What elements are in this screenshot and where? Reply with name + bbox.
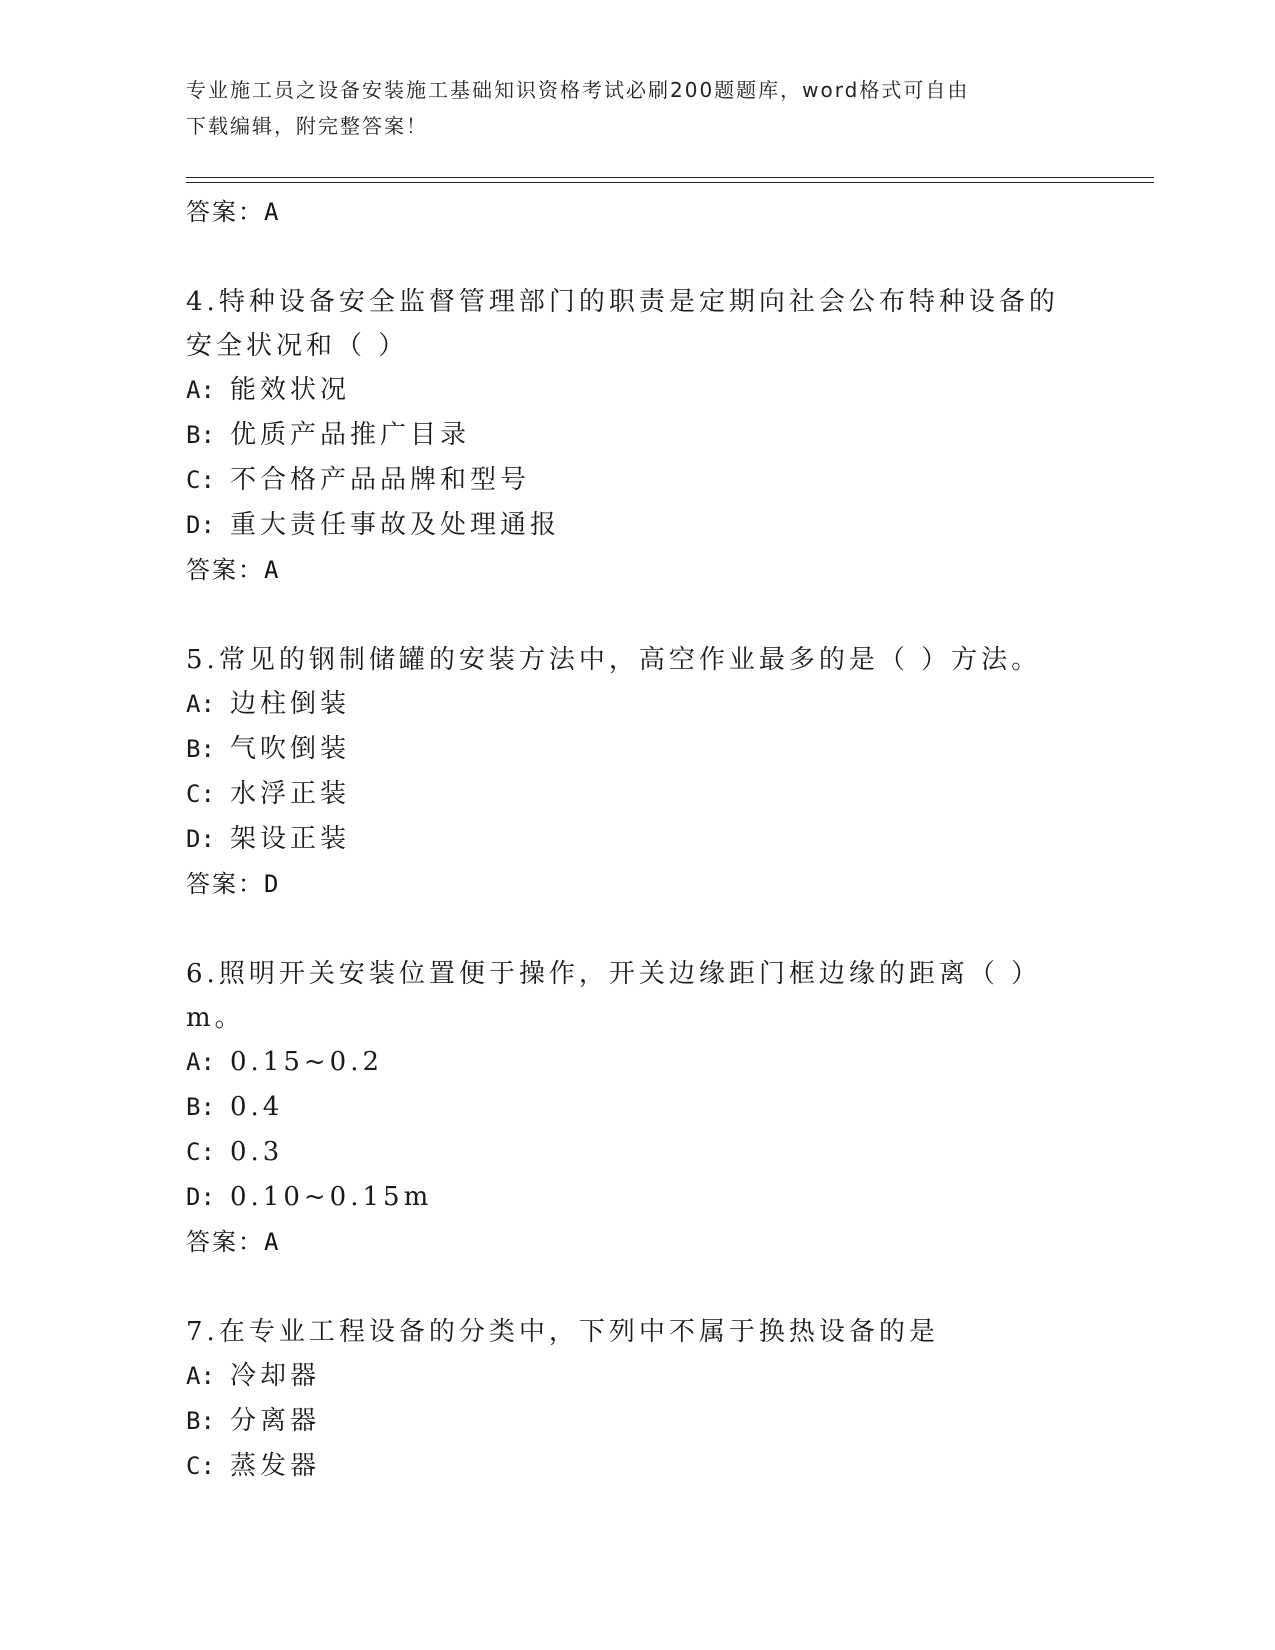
option-text: 0.3 <box>230 1137 284 1167</box>
option-key: A: <box>186 690 215 718</box>
option-d <box>186 503 1154 548</box>
option-a <box>186 1040 1154 1085</box>
option-c <box>186 458 1154 503</box>
answer-value: D <box>264 870 279 898</box>
answer-label: 答案： <box>186 198 264 226</box>
option-text: 水浮正装 <box>230 779 351 809</box>
option-text: 分离器 <box>230 1406 321 1436</box>
question-number: 7. <box>186 1317 219 1347</box>
answer-label: 答案： <box>186 870 264 898</box>
option-d <box>186 817 1154 862</box>
question-text <box>186 280 1066 368</box>
header-line-2: 下载编辑，附完整答案！ <box>186 114 428 138</box>
question-list <box>186 190 1154 1489</box>
option-b <box>186 1085 1154 1130</box>
option-key: B: <box>186 1093 215 1121</box>
option-text: 0.10~0.15m <box>230 1182 433 1212</box>
question-body: 特种设备安全监督管理部门的职责是定期向社会公布特种设备的安全状况和（ ） <box>186 287 1059 361</box>
question-number: 6. <box>186 959 219 989</box>
answer-line <box>186 190 1154 234</box>
question-text <box>186 952 1066 1040</box>
option-text: 不合格产品品牌和型号 <box>230 465 531 495</box>
option-d <box>186 1175 1154 1220</box>
option-text: 边柱倒装 <box>230 689 351 719</box>
question-number: 5. <box>186 645 219 675</box>
option-key: B: <box>186 1407 215 1435</box>
option-text: 优质产品推广目录 <box>230 420 471 450</box>
question-body: 照明开关安装位置便于操作，开关边缘距门框边缘的距离（ ）m。 <box>186 959 1042 1033</box>
option-key: D: <box>186 825 215 853</box>
option-text: 架设正装 <box>230 824 351 854</box>
option-key: C: <box>186 1138 215 1166</box>
answer-line <box>186 548 1154 592</box>
option-c <box>186 1444 1154 1489</box>
header-divider-top <box>186 177 1154 178</box>
option-key: C: <box>186 466 215 494</box>
question-number: 4. <box>186 287 219 317</box>
option-text: 0.4 <box>230 1092 284 1122</box>
answer-line <box>186 1220 1154 1264</box>
option-b <box>186 727 1154 772</box>
option-key: D: <box>186 1183 215 1211</box>
question-text <box>186 1310 1066 1354</box>
option-key: A: <box>186 1048 215 1076</box>
option-key: A: <box>186 1362 215 1390</box>
option-key: A: <box>186 376 215 404</box>
option-c <box>186 772 1154 817</box>
option-text: 重大责任事故及处理通报 <box>230 510 561 540</box>
option-key: D: <box>186 511 215 539</box>
option-a <box>186 1354 1154 1399</box>
answer-label: 答案： <box>186 1228 264 1256</box>
option-text: 0.15~0.2 <box>230 1047 384 1077</box>
answer-value: A <box>264 198 279 226</box>
option-key: B: <box>186 735 215 763</box>
option-key: C: <box>186 780 215 808</box>
document-header <box>186 72 1066 144</box>
question-body: 常见的钢制储罐的安装方法中，高空作业最多的是（ ）方法。 <box>218 645 1042 675</box>
option-c <box>186 1130 1154 1175</box>
answer-line <box>186 862 1154 906</box>
option-a <box>186 682 1154 727</box>
question-body: 在专业工程设备的分类中，下列中不属于换热设备的是 <box>218 1317 939 1347</box>
answer-value: A <box>264 1228 279 1256</box>
option-key: B: <box>186 421 215 449</box>
answer-value: A <box>264 556 279 584</box>
header-divider-bottom <box>186 182 1154 183</box>
header-line-1: 专业施工员之设备安装施工基础知识资格考试必刷200题题库，word格式可自由 <box>186 78 970 102</box>
option-text: 冷却器 <box>230 1361 321 1391</box>
option-text: 气吹倒装 <box>230 734 351 764</box>
option-a <box>186 368 1154 413</box>
option-text: 蒸发器 <box>230 1451 321 1481</box>
option-key: C: <box>186 1452 215 1480</box>
option-text: 能效状况 <box>230 375 351 405</box>
answer-label: 答案： <box>186 556 264 584</box>
option-b <box>186 1399 1154 1444</box>
option-b <box>186 413 1154 458</box>
question-text <box>186 638 1066 682</box>
